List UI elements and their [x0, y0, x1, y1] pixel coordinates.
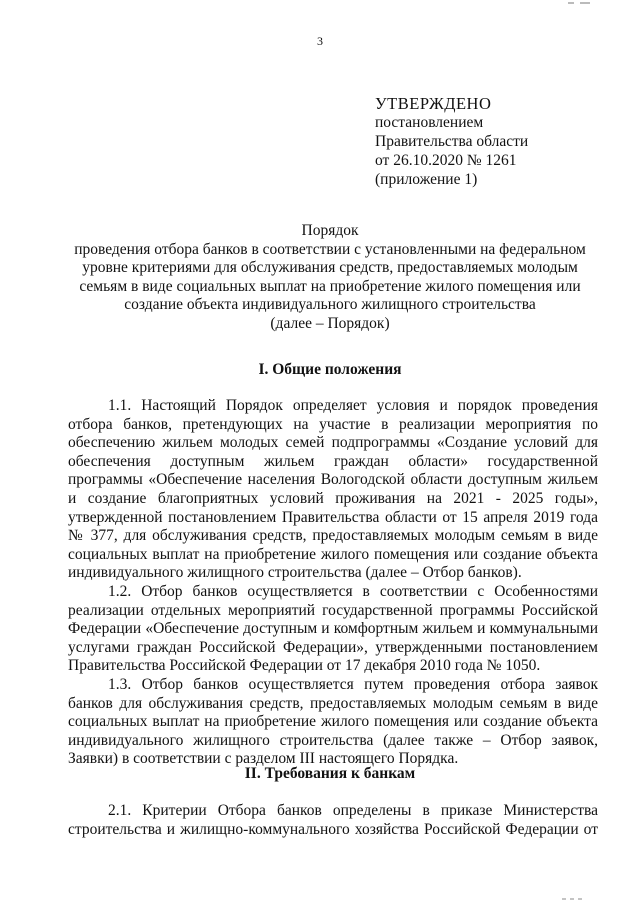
section-body-1 — [68, 397, 598, 769]
section-heading-2: II. Требования к банкам — [244, 765, 416, 782]
approval-heading: УТВЕРЖДЕНО — [375, 94, 492, 113]
scan-mark-bottom — [560, 896, 590, 902]
section-heading-1: I. Общие положения — [258, 361, 402, 378]
approval-line: от 26.10.2020 № 1261 — [375, 152, 517, 169]
title-line: (далее – Порядок) — [270, 314, 390, 332]
approval-line: (приложение 1) — [375, 171, 478, 188]
scan-mark-top — [566, 0, 596, 6]
paragraph-1-2: 1.2. Отбор банков осуществляется в соответствии с Особенностями реализации отдельных мероприятий государственной программы Российской Федерации «Обеспечение доступным и комфортным жильем и коммунальными услугами граждан Российской Федерации», утвержденными постановлением Правительства Российской Федерации от 17 декабря 2010 года № 1050. — [68, 582, 598, 675]
document-title — [60, 222, 600, 333]
paragraph-2-1: 2.1. Критерии Отбора банков определены в приказе Министерства строительства и жилищно-коммунального хозяйства Российской Федерации от — [68, 802, 598, 838]
title-line: создание объекта индивидуального жилищного строительства — [124, 296, 536, 313]
approval-stamp — [375, 94, 528, 189]
page-number: 3 — [317, 34, 323, 48]
title-line: Порядок — [301, 222, 359, 239]
approval-line: постановлением — [375, 114, 484, 131]
title-line: семьям в виде социальных выплат на приобретение жилого помещения или — [79, 277, 581, 295]
title-line: уровне критериями для обслуживания средств, предоставляемых молодым — [82, 259, 578, 276]
paragraph-1-1: 1.1. Настоящий Порядок определяет условия и порядок проведения отбора банков, претендующих на участие в реализации мероприятия по обеспечению жильем молодых семей подпрограммы «Создание условий для обеспечения доступным жильем граждан области» государственной программы «Обеспечение населения Вологодской области доступным жильем и создание благоприятных условий проживания на 2021 - 2025 годы», утвержденной постановлением Правительства области от 15 апреля 2019 года № 377, для обслуживания средств, предоставляемых молодым семьям в виде социальных выплат на приобретение жилого помещения или создание объекта индивидуального жилищного строительства (далее – Отбор банков). — [68, 397, 598, 582]
section-body-2 — [68, 802, 598, 839]
paragraph-1-3: 1.3. Отбор банков осуществляется путем проведения отбора заявок банков для обслуживания средств, предоставляемых молодым семьям в виде социальных выплат на приобретение жилого помещения или создание объекта индивидуального жилищного строительства (далее также – Отбор заявок, Заявки) в соответствии с разделом III настоящего Порядка. — [68, 675, 598, 768]
title-line: проведения отбора банков в соответствии с установленными на федеральном — [74, 240, 586, 258]
approval-line: Правительства области — [375, 133, 529, 150]
